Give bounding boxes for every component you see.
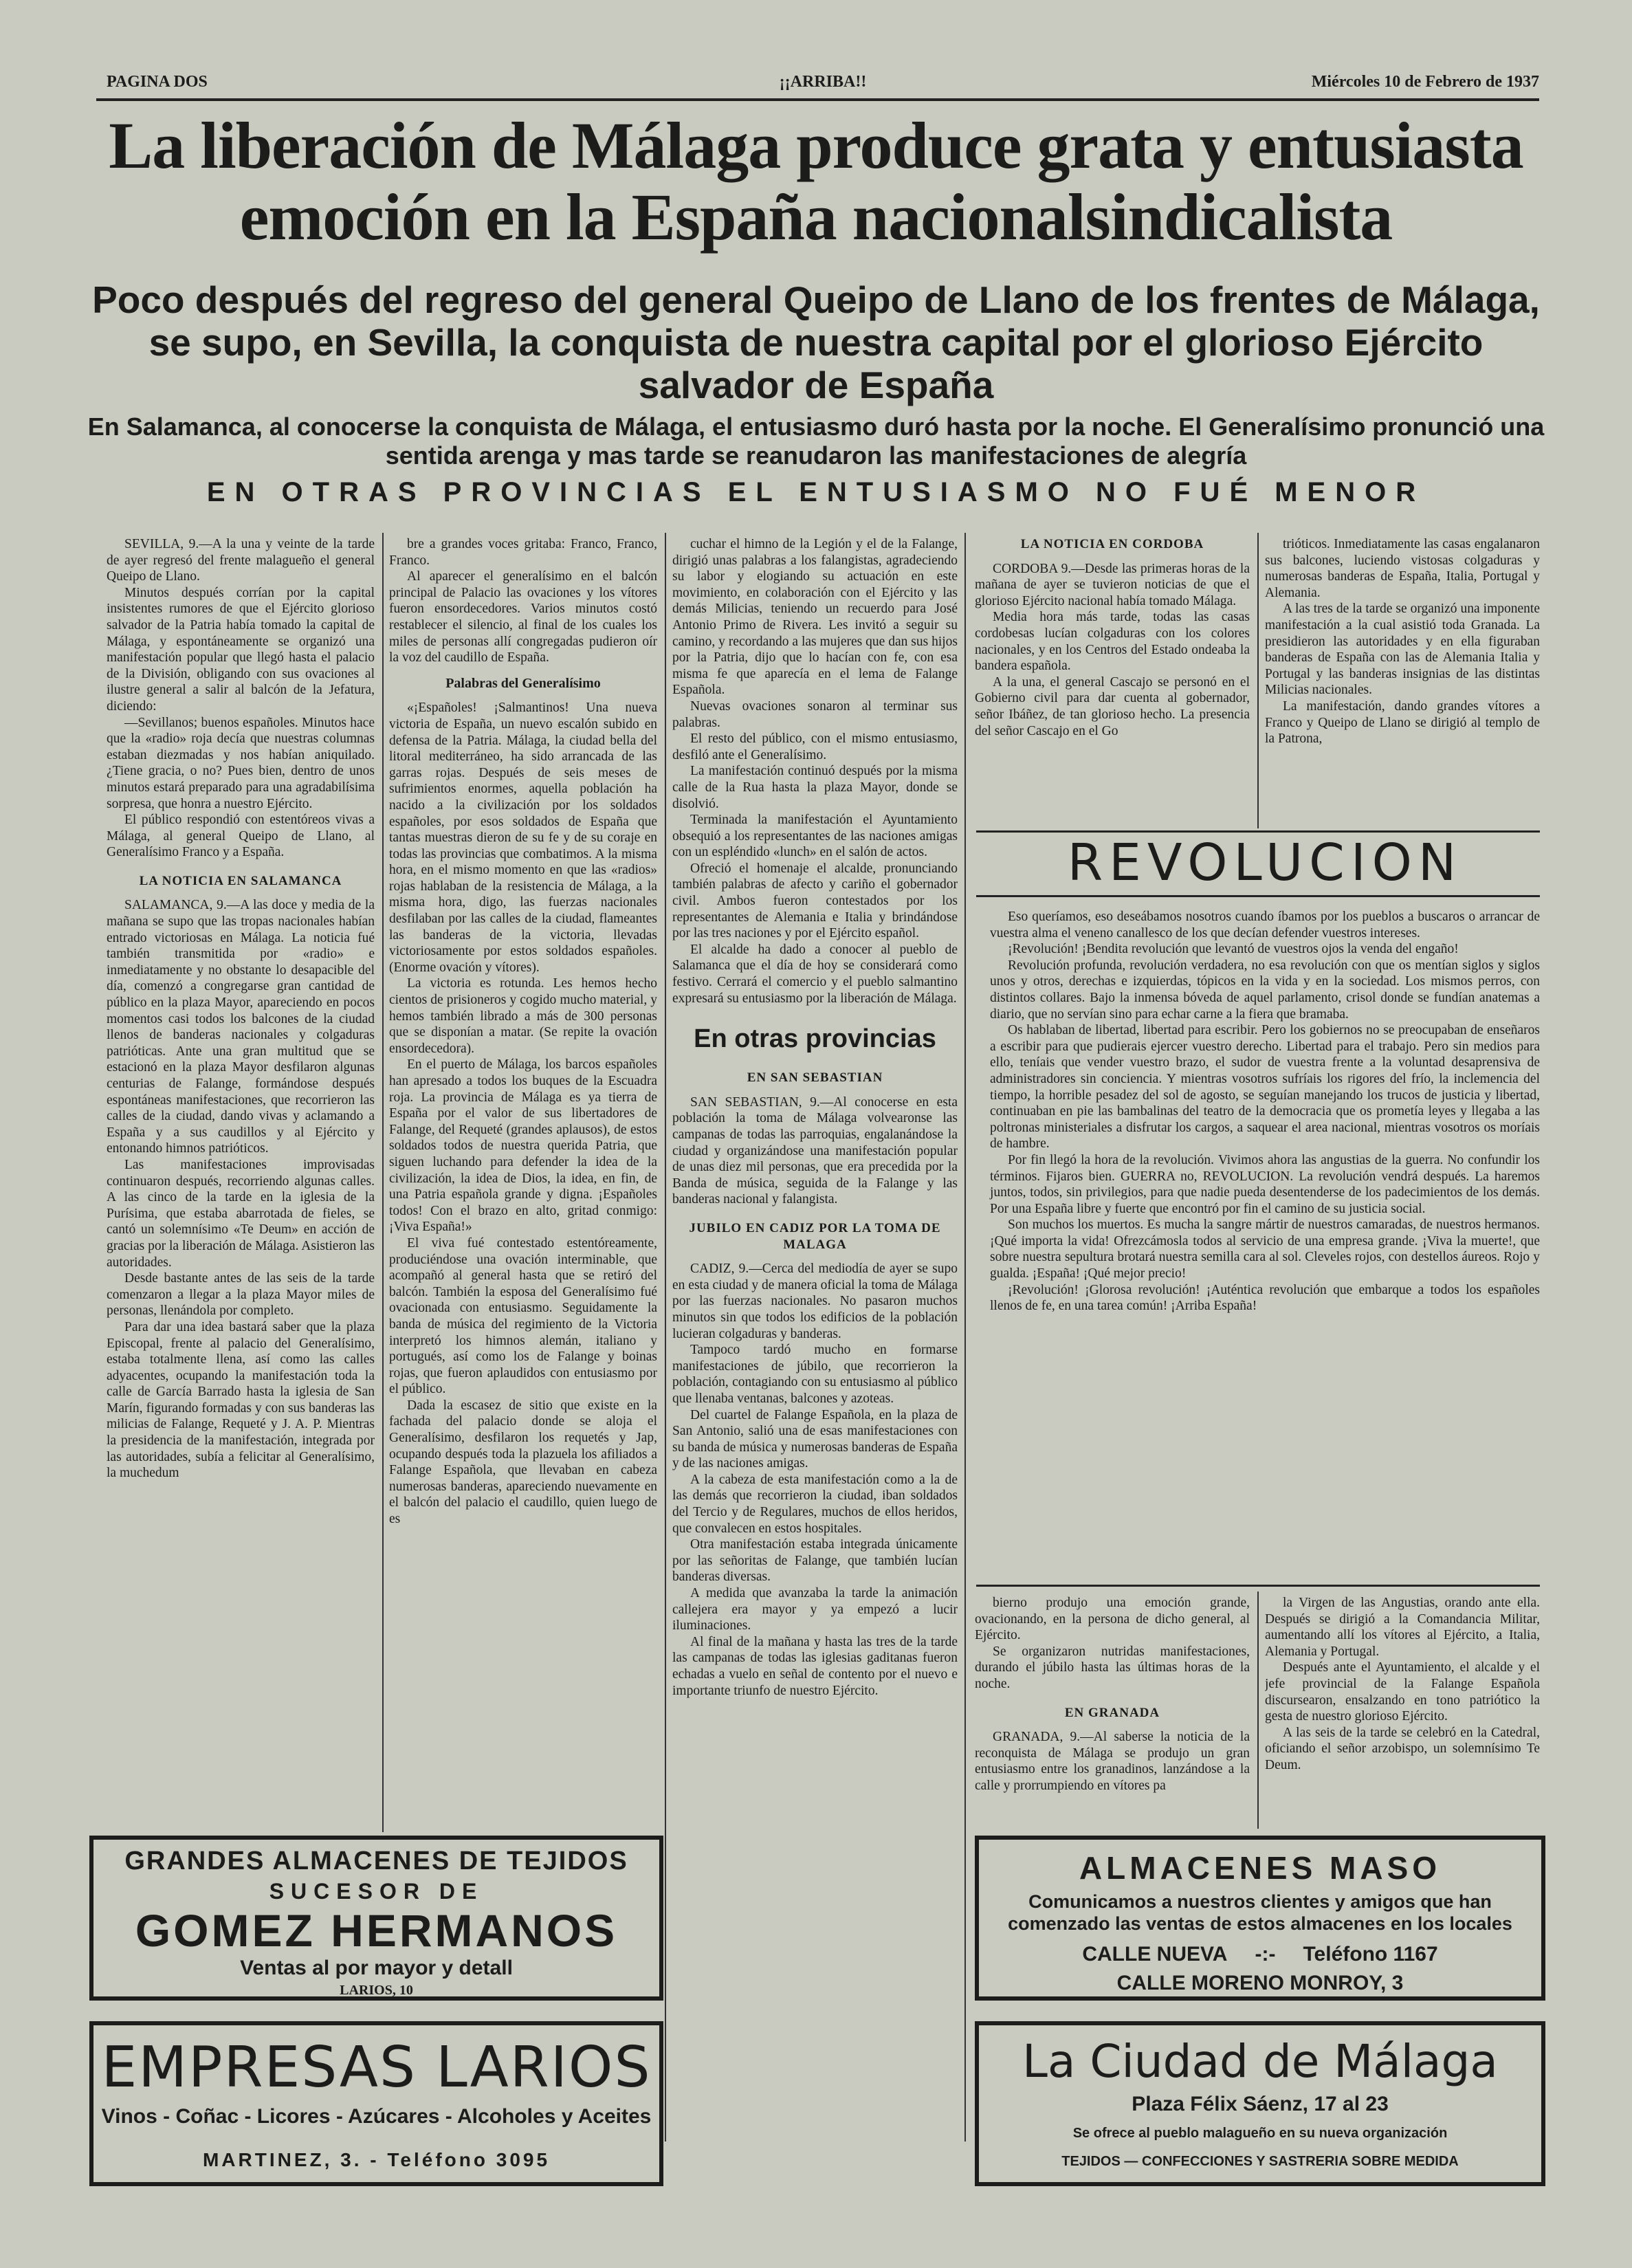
paragraph: Dada la escasez de sitio que existe en la fachada del palacio donde se aloja el Generalísimo, desfilaron los requetés y Jap, ocupando después toda la plazuela los afiliados a Falange Española, que llevaban en cabeza numerosas banderas, apareciendo nuevamente en el balcón del palacio el caudillo, quien luego de es <box>389 1398 657 1527</box>
paragraph: Al aparecer el generalísimo en el balcón principal de Palacio las ovaciones y los vítores fueron ensordecedores. Varios minutos costó restablecer el silencio, al final de los cuales los miles de personas allí congregadas pudieron oír la voz del caudillo de España. <box>389 569 657 665</box>
paragraph: Minutos después corrían por la capital insistentes rumores de que el Ejército glorioso salvador de la Patria había tomado la capital de Málaga, y espontáneamente se organizó una manifestación popular que llegó hasta el palacio de la División, obligando con sus ovaciones al ilustre general a salir al balcón de la Jefatura, diciendo: <box>107 585 375 714</box>
paragraph: SALAMANCA, 9.—A las doce y media de la mañana se supo que las tropas nacionales habían entrado victoriosas en Málaga. La noticia fué también transmitida por «radio» e inmediatamente y no obstante lo desapacible del día, comenzó a congregarse gran cantidad de público en la plaza Mayor, apareciendo en pocos momentos casi todos los balcones de la ciudad llenos de banderas nacionales y colgaduras patrióticas. Ante una gran multitud que se estacionó en la plaza Mayor desfilaron algunas centurias de Falange, formándose después espontáneas manifestaciones, que recorrieron las calles de la ciudad, dando vivas y aclamando a España y a sus caudillos y al Ejército y entonando himnos patrióticos. <box>107 898 375 1156</box>
paragraph: Por fin llegó la hora de la revolución. Vivimos ahora las angustias de la guerra. No confundir los términos. Fijaros bien. GUERRA no, REVOLUCION. La revolución vendrá después. La haremos juntos, todos, sin privilegios, para que nadie pueda desentenderse de los padecimientos de los demás. Por una España libre y fuerte que encontró por fin el camino de su justicia social. <box>990 1152 1540 1216</box>
article-column-4-continued <box>975 1595 1250 1829</box>
section-subhead: JUBILO EN CADIZ POR LA TOMA DE MALAGA <box>689 1220 941 1252</box>
paragraph: Son muchos los muertos. Es mucha la sangre mártir de nuestros camaradas, de nuestros hermanos. ¡Qué importa la vida! Ofrezcámosla todos al servicio de una empresa grande. ¡Viva la muerte!, que sobre nuestra sepultura brotará nuestra semilla cara al sol. Cleveles rojos, con destellos áureos. Rojo y gualda. ¡España! ¡Qué mejor precio! <box>990 1218 1540 1281</box>
paragraph: —Sevillanos; buenos españoles. Minutos hace que la «radio» roja decía que nuestras columnas estaban diezmadas y nos habían aniquilado. ¿Tiene gracia, o no? Pues bien, dentro de unos minutos estará preparado para una agradabilísima sorpresa, que honra a nuestro Ejército. <box>107 715 375 811</box>
ad-address: MARTINEZ, 3. - Teléfono 3095 <box>202 2149 551 2170</box>
paragraph: SAN SEBASTIAN, 9.—Al conocerse en esta población la toma de Málaga volvearonse las campanas de todas las parroquias, engalanándose la ciudad y organizándose una manifestación popular de unas diez mil personas, que era precedida por la Banda de música, seguida de la Falange y las banderas nacional y falangista. <box>672 1094 958 1207</box>
ad-empresas-larios <box>89 2021 663 2186</box>
paragraph: Tampoco tardó mucho en formarse manifestaciones de júbilo, que recorrieron la población, contagiando con su entusiasmo al público que llenaba ventanas, balcones y azoteas. <box>672 1343 958 1406</box>
ad-separator: -:- <box>1255 1943 1276 1966</box>
banner-headline: EN OTRAS PROVINCIAS EL ENTUSIASMO NO FUÉ MENOR <box>206 477 1426 507</box>
paragraph: El alcalde ha dado a conocer al pueblo de Salamanca que el día de hoy se considerará como festivo. Cerrará el comercio y el pueblo salmantino expresará su entusiasmo por la liberación de Málaga. <box>672 942 958 1006</box>
section-heading: En otras provincias <box>694 1024 936 1054</box>
paragraph: GRANADA, 9.—Al saberse la noticia de la reconquista de Málaga se produjo un gran entusiasmo entre los granadinos, lanzándose a la calle y prorrumpiendo en vítores pa <box>975 1730 1250 1793</box>
article-column-2 <box>389 536 657 1832</box>
paragraph: La manifestación, dando grandes vítores a Franco y Queipo de Llano se dirigió al templo de la Patrona, <box>1265 698 1540 747</box>
ad-la-ciudad-de-malaga <box>975 2021 1545 2186</box>
ad-line: GRANDES ALMACENES DE TEJIDOS <box>124 1847 628 1875</box>
ad-brand: La Ciudad de Málaga <box>1022 2035 1498 2088</box>
paragraph: A las seis de la tarde se celebró en la Catedral, oficiando el señor arzobispo, un solemnísimo Te Deum. <box>1265 1725 1540 1772</box>
revolucion-article <box>990 909 1540 1314</box>
sub-headline: Poco después del regreso del general Queipo de Llano de los frentes de Málaga, se supo, en Sevilla, la conquista de nuestra capital por el glorioso Ejército salvador de España <box>92 278 1540 406</box>
ad-line: TEJIDOS — CONFECCIONES Y SASTRERIA SOBRE MEDIDA <box>1061 2154 1459 2169</box>
paragraph: SEVILLA, 9.—A la una y veinte de la tarde de ayer regresó del frente malagueño el general Queipo de Llano. <box>107 537 375 584</box>
paragraph: Ofreció el homenaje el alcalde, pronunciando también palabras de afecto y cariño el gobernador civil. Ambos fueron contestados por los representantes de Alemania e Italia y brindándose por las tres naciones y por el Ejército español. <box>672 861 958 941</box>
column-rule <box>382 533 384 1832</box>
revolucion-title: REVOLUCION <box>1067 833 1463 892</box>
ad-line: Comunicamos a nuestros clientes y amigos que han comenzado las ventas de estos almacenes en los locales <box>1008 1891 1512 1934</box>
article-column-1 <box>107 536 375 1832</box>
ad-line: Vinos - Coñac - Licores - Azúcares - Alcoholes y Aceites <box>101 2105 652 2128</box>
paragraph: El viva fué contestado estentóreamente, produciéndose una ovación interminable, que acompañó al general hasta que se retiró del balcón. También la esposa del Generalísimo fué ovacionada con entusiasmo. Seguidamente la banda de música del regimiento de la Victoria interpretó los himnos alemán, italiano y portugués, así como los de Falange y boinas rojas, que fueron aplaudidos con entusiasmo por el público. <box>389 1235 657 1397</box>
box-rule <box>976 895 1540 897</box>
paragraph: «¡Españoles! ¡Salmantinos! Una nueva victoria de España, un nuevo escalón subido en defensa de la Patria. Málaga, la ciudad bella del litoral mediterráneo, ha sido arrancada de las garras rojas. Después de seis meses de sufrimientos enormes, aquella población ha nacido a la civilización por los soldados españoles, por esos soldados de España que tantas muestras dieron de su fe y de su coraje en todas las provincias que combatimos. A la misma hora, en el mismo momento en que las «radios» rojas hablaban de la resistencia de Málaga, a la misma hora, digo, las fuerzas nacionales desfilaban por las calles de la ciudad, flameantes las banderas de la victoria, llevadas victoriosamente por estos soldados españoles. (Enorme ovación y vítores). <box>389 701 657 975</box>
paragraph: la Virgen de las Angustias, orando ante ella. Después se dirigió a la Comandancia Militar, aumentando allí los vítores al Ejército, a Italia, Alemania y Portugal. <box>1265 1596 1540 1659</box>
paragraph: cuchar el himno de la Legión y el de la Falange, dirigió unas palabras a los falangistas, agradeciendo su labor y elogiando su actuación en este movimiento, en colaboración con el Ejército y las demás Milicias, teniendo un recuerdo para José Antonio Primo de Rivera. Les invitó a seguir su camino, y recordando a las mujeres que dan sus hijos por la Patria, dijo que lo hacían con fe, con esa misma fe que aparecía en el lema de Falange Española. <box>672 537 958 698</box>
paragraph: Terminada la manifestación el Ayuntamiento obsequió a los representantes de las naciones amigas con un espléndido «lunch» en el salón de actos. <box>672 813 958 860</box>
section-subhead: LA NOTICIA EN CORDOBA <box>1020 537 1204 551</box>
paragraph: Otra manifestación estaba integrada únicamente por las señoritas de Falange, que también lucían banderas diversas. <box>672 1537 958 1585</box>
article-column-5 <box>1265 536 1540 825</box>
paragraph: El público respondió con estentóreos vivas a Málaga, al general Queipo de Llano, al Generalísimo Franco y a España. <box>107 813 375 860</box>
paragraph: Nuevas ovaciones sonaron al terminar sus palabras. <box>672 698 958 730</box>
page-number: PAGINA DOS <box>107 73 208 91</box>
issue-date: Miércoles 10 de Febrero de 1937 <box>1311 73 1539 91</box>
article-column-3 <box>672 536 958 2142</box>
paragraph: En el puerto de Málaga, los barcos españoles han apresado a todos los buques de la Escuadra roja. La provincia de Málaga es ya tierra de España por el valor de sus libertadores de Falange, del Requeté (grandes aplausos), de estos soldados todos de nuestra querida Patria, que siguen luchando para defender la idea de la civilización, la idea de Dios, la idea, en fin, de una Patria española grande y digna. ¡Españoles todos! Con el brazo en alto, gritad conmigo: ¡Viva España!» <box>389 1057 657 1235</box>
ad-brand: EMPRESAS LARIOS <box>101 2035 652 2100</box>
paragraph: A la una, el general Cascajo se personó en el Gobierno civil para dar cuenta al gobernador, señor Ibáñez, de tan glorioso hecho. La presencia del señor Cascajo en el Go <box>975 674 1250 738</box>
paragraph: Las manifestaciones improvisadas continuaron después, recorriendo algunas calles. A las cinco de la tarde en la iglesia de la Purísima, que estaba abarrotada de fieles, se cantó un solemnísimo «Te Deum» en acción de gracias por la liberación de Málaga. Asistieron las autoridades. <box>107 1157 375 1270</box>
ad-line: SUCESOR DE <box>269 1879 484 1904</box>
deck-headline: En Salamanca, al conocerse la conquista de Málaga, el entusiasmo duró hasta por la noche. El Generalísimo pronunció una sentida arenga y mas tarde se reanudaron las manifestaciones de alegría <box>87 412 1545 470</box>
main-headline: La liberación de Málaga produce grata y entusiasta emoción en la España nacionalsindicalista <box>109 109 1523 254</box>
ad-line <box>979 1943 1541 1966</box>
section-subhead: Palabras del Generalísimo <box>445 675 601 691</box>
section-subhead: LA NOTICIA EN SALAMANCA <box>139 873 342 888</box>
paragraph: Desde bastante antes de las seis de la tarde comenzaron a llegar a la plaza Mayor miles de personas, llenándola por completo. <box>107 1271 375 1319</box>
section-subhead: EN GRANADA <box>1064 1705 1160 1720</box>
ad-line: Se ofrece al pueblo malagueño en su nueva organización <box>1072 2126 1448 2141</box>
box-rule <box>976 1585 1540 1587</box>
ad-address: CALLE MORENO MONROY, 3 <box>1116 1972 1404 1994</box>
ad-almacenes-maso <box>975 1836 1545 2001</box>
column-rule <box>1257 533 1259 828</box>
paragraph: Del cuartel de Falange Española, en la plaza de San Antonio, salió una de esas manifestaciones con su banda de música y numerosas banderas de España y de las naciones amigas. <box>672 1407 958 1471</box>
paragraph: bre a grandes voces gritaba: Franco, Franco, Franco. <box>389 537 657 568</box>
paragraph: El resto del público, con el mismo entusiasmo, desfiló ante el Generalísimo. <box>672 731 958 762</box>
paragraph: La manifestación continuó después por la misma calle de la Rua hasta la plaza Mayor, donde se disolvió. <box>672 764 958 811</box>
paragraph: Después ante el Ayuntamiento, el alcalde y el jefe provincial de la Falange Española discursearon, ensalzando en tono patriótico la gesta de nuestro glorioso Ejército. <box>1265 1660 1540 1724</box>
paragraph: CORDOBA 9.—Desde las primeras horas de la mañana de ayer se tuvieron noticias de que el glorioso Ejército nacional había tomado Málaga. <box>975 561 1250 608</box>
paragraph: A medida que avanzaba la tarde la animación callejera era mayor y ya empezó a lucir iluminaciones. <box>672 1586 958 1633</box>
top-rule <box>96 98 1539 101</box>
paragraph: Media hora más tarde, todas las casas cordobesas lucían colgaduras con los colores nacionales, y en los Centros del Estado ondeaba la bandera española. <box>975 610 1250 674</box>
ad-brand: GOMEZ HERMANOS <box>135 1905 618 1956</box>
paragraph: ¡Revolución! ¡Glorosa revolución! ¡Auténtica revolución que embarque a todos los españoles llenos de fe, en una tarea común! ¡Arriba España! <box>990 1282 1540 1314</box>
ad-line: Plaza Félix Sáenz, 17 al 23 <box>1132 2093 1389 2115</box>
folio-strip <box>107 69 1539 96</box>
paragraph: Al final de la mañana y hasta las tres de la tarde las campanas de todas las iglesias gaditanas fueron echadas a vuelo en señal de contento por el nuevo e importante triunfo de nuestro Ejército. <box>672 1634 958 1698</box>
paragraph: ¡Revolución! ¡Bendita revolución que levantó de vuestros ojos la venda del engaño! <box>1008 942 1459 957</box>
paragraph: Os hablaban de libertad, libertad para escribir. Pero los gobiernos no se preocupaban de enseñaros a escribir para que pudierais ejercer vuestro derecho. Libertad para el trabajo. Pero sin medios para ello, teníais que vender vuestro brazo, el sudor de vuestra frente a la voluntad desaprensiva de administradores sin conciencia. Y mientras vosotros sufríais los rigores del frío, la inclemencia del tiempo, la horrible pesadez del sol de agosto, se seguían manejando los trucos de justicia y libertad, continuaban en pie las bambalinas del teatro de la democracia que os prometía leyes y llegaba a las poltronas ministeriales a disfrutar los cargos, a saquear el area nacional, mientras vosotros os moríais de hambre. <box>990 1023 1540 1152</box>
ad-phone: Teléfono 1167 <box>1303 1943 1438 1966</box>
column-rule <box>665 533 666 2142</box>
article-column-4 <box>975 536 1250 825</box>
section-subhead: EN SAN SEBASTIAN <box>747 1070 883 1086</box>
column-rule <box>1257 1592 1259 1829</box>
paragraph: Revolución profunda, revolución verdadera, no esa revolución con que os mentían siglos y siglos unos y otros, derechas e izquierdas, tópicos en la vida y en la sociedad. Los mismos perros, con distintos collares. Bajo la inmensa bóveda de aquel parlamento, crisol donde se fundían anatemas a diario, que no servían sino para echar carne a la fiera que bramaba. <box>990 958 1540 1022</box>
newspaper-name: ¡¡ARRIBA!! <box>779 73 867 91</box>
ad-address: LARIOS, 10 <box>340 1983 413 1998</box>
column-rule <box>964 533 966 2142</box>
paragraph: bierno produjo una emoción grande, ovacionando, en la persona de dicho general, al Ejército. <box>975 1596 1250 1643</box>
paragraph: A las tres de la tarde se organizó una imponente manifestación a la cual asistió toda Granada. La presidieron las autoridades y en ella figuraban banderas de España con las de Alemania Italia y Portugal y las banderas insignias de las distintas Milicias nacionales. <box>1265 602 1540 698</box>
article-column-5-continued <box>1265 1595 1540 1829</box>
paragraph: trióticos. Inmediatamente las casas engalanaron sus balcones, luciendo vistosas colgaduras y numerosas banderas de España, Italia, Portugal y Alemania. <box>1265 537 1540 600</box>
ad-gomez-hermanos <box>89 1836 663 2001</box>
ad-line: Ventas al por mayor y detall <box>240 1957 513 1979</box>
paragraph: La victoria es rotunda. Les hemos hecho cientos de prisioneros y cogido mucho material, y hemos también librado a más de 300 personas que se disponían a matar. (Se repite la ovación ensordecedora). <box>389 976 657 1056</box>
paragraph: A la cabeza de esta manifestación como a la de las demás que recorrieron la ciudad, iban soldados del Tercio y de Regulares, muchos de ellos heridos, que convalecen en estos hospitales. <box>672 1472 958 1536</box>
ad-brand: ALMACENES MASO <box>1079 1850 1442 1886</box>
paragraph: Para dar una idea bastará saber que la plaza Episcopal, frente al palacio del Generalísimo, estaba totalmente llena, así como las calles adyacentes, ocupando la manifestación toda la calle de García Barrado hasta la iglesia de San Marín, figurando formadas y con sus banderas las milicias de Falange, Requeté y J. A. P. Mientras la presidencia de la manifestación, integrada por las autoridades, subía a felicitar al Generalísimo, la muchedum <box>107 1319 375 1481</box>
paragraph: CADIZ, 9.—Cerca del mediodía de ayer se supo en esta ciudad y de manera oficial la toma de Málaga por las fuerzas nacionales. No pasaron muchos minutos sin que todos los edificios de la población lucieran colgaduras y banderas. <box>672 1262 958 1341</box>
paragraph: Eso queríamos, eso deseábamos nosotros cuando íbamos por los pueblos a buscaros o arrancar de vuestra alma el veneno canallesco de los que decían defender vuestros intereses. <box>990 910 1540 940</box>
ad-street: CALLE NUEVA <box>1082 1943 1228 1966</box>
paragraph: Se organizaron nutridas manifestaciones, durando el júbilo hasta las últimas horas de la noche. <box>975 1644 1250 1691</box>
